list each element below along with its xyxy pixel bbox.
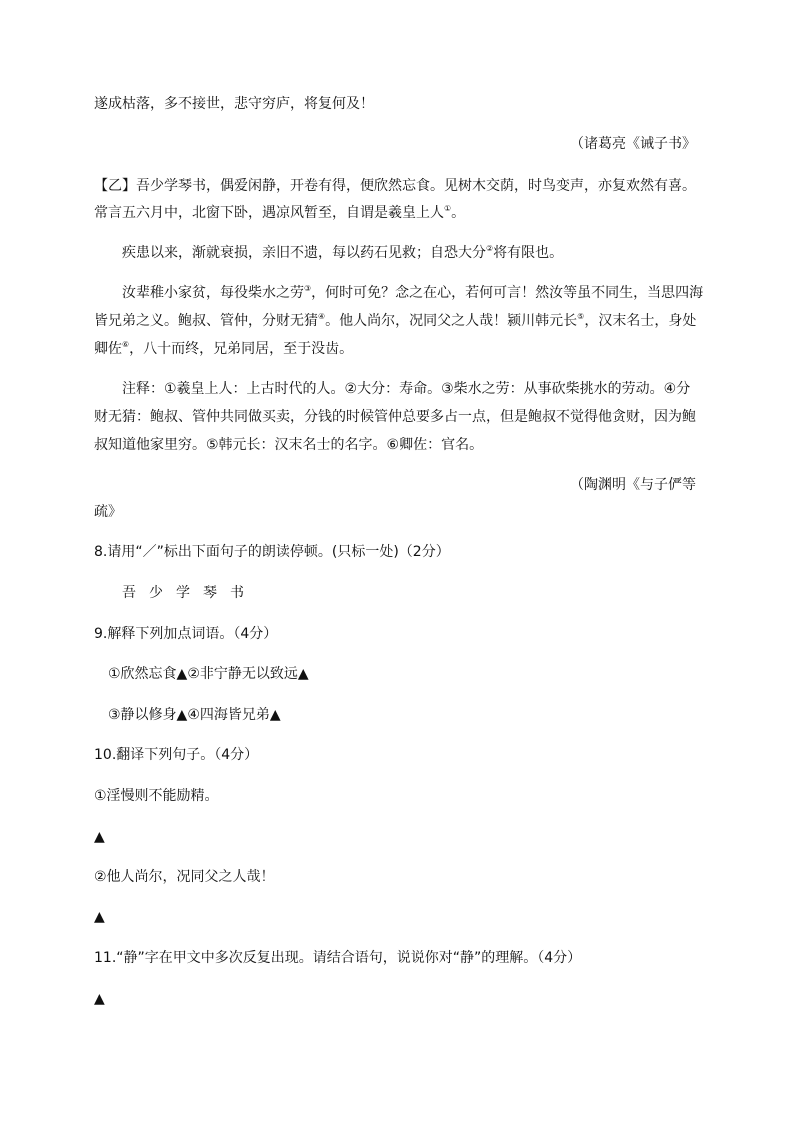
yi-source-line1: （陶渊明《与子俨等 — [570, 477, 696, 493]
question-9-row2: ③静以修身▲④四海皆兄弟▲ — [108, 707, 281, 723]
yi-para1-line2: 常言五六月中，北窗下卧，遇凉风暂至，自谓是羲皇上人①。 — [94, 204, 466, 221]
answer-placeholder-10-1[interactable]: ▲ — [94, 829, 105, 845]
notes-line2: 财无猜：鲍叔、管仲共同做买卖，分钱的时候管仲总要多占一点，但是鲍叔不觉得他贪财，因为鲍 — [94, 409, 696, 425]
yi-source-line2: 疏》 — [94, 504, 122, 520]
question-10-sentence-1: ①淫慢则不能励精。 — [94, 788, 219, 804]
yi-para3-line2: 皆兄弟之义。鲍叔、管仲，分财无猜④。他人尚尔，况同父之人哉！颍川韩元长⑤，汉末名士，身处 — [94, 312, 697, 329]
yi-para3-line3: 卿佐⑥，八十而终，兄弟同居，至于没齿。 — [94, 340, 354, 357]
question-9-prompt: 9.解释下列加点词语。（4分） — [94, 626, 278, 642]
yi-para2: 疾患以来，渐就衰损，亲旧不遗，每以药石见救；自恐大分②将有限也。 — [122, 244, 564, 261]
notes-line1: 注释：①羲皇上人：上古时代的人。②大分：寿命。③柴水之劳：从事砍柴挑水的劳动。④分 — [122, 381, 691, 397]
question-9-row1: ①欣然忘食▲②非宁静无以致远▲ — [108, 666, 309, 682]
question-8-sentence: 吾少学琴书 — [122, 585, 257, 601]
answer-placeholder-11[interactable]: ▲ — [94, 991, 105, 1007]
footnote-mark-6: ⑥ — [122, 340, 130, 349]
question-10-prompt: 10.翻译下列句子。（4分） — [94, 747, 259, 763]
question-10-sentence-2: ②他人尚尔，况同父之人哉！ — [94, 869, 275, 885]
footnote-mark-4: ④ — [318, 312, 326, 321]
answer-placeholder-10-2[interactable]: ▲ — [94, 909, 105, 925]
yi-para3-line1: 汝辈稚小家贫，每役柴水之劳③，何时可免？念之在心，若何可言！然汝等虽不同生，当思四海 — [122, 284, 704, 301]
footnote-mark-5: ⑤ — [577, 312, 585, 321]
question-11-prompt: 11.“静”字在甲文中多次反复出现。请结合语句，说说你对“静”的理解。（4分） — [94, 950, 582, 966]
notes-line3: 叔知道他家里穷。⑤韩元长：汉末名士的名字。⑥卿佐：官名。 — [94, 437, 484, 453]
footnote-mark-1: ① — [444, 204, 452, 213]
question-8-prompt: 8.请用“／”标出下面句子的朗读停顿。(只标一处)（2分） — [94, 544, 450, 560]
footnote-mark-2: ② — [486, 244, 494, 253]
jia-text-tail: 遂成枯落，多不接世，悲守穷庐，将复何及！ — [94, 96, 374, 112]
yi-para1-line1: 【乙】吾少学琴书，偶爱闲静，开卷有得，便欣然忘食。见树木交荫，时鸟变声，亦复欢然有喜。 — [94, 178, 696, 194]
jia-source: （诸葛亮《诫子书》 — [570, 136, 696, 152]
footnote-mark-3: ③ — [304, 284, 312, 293]
